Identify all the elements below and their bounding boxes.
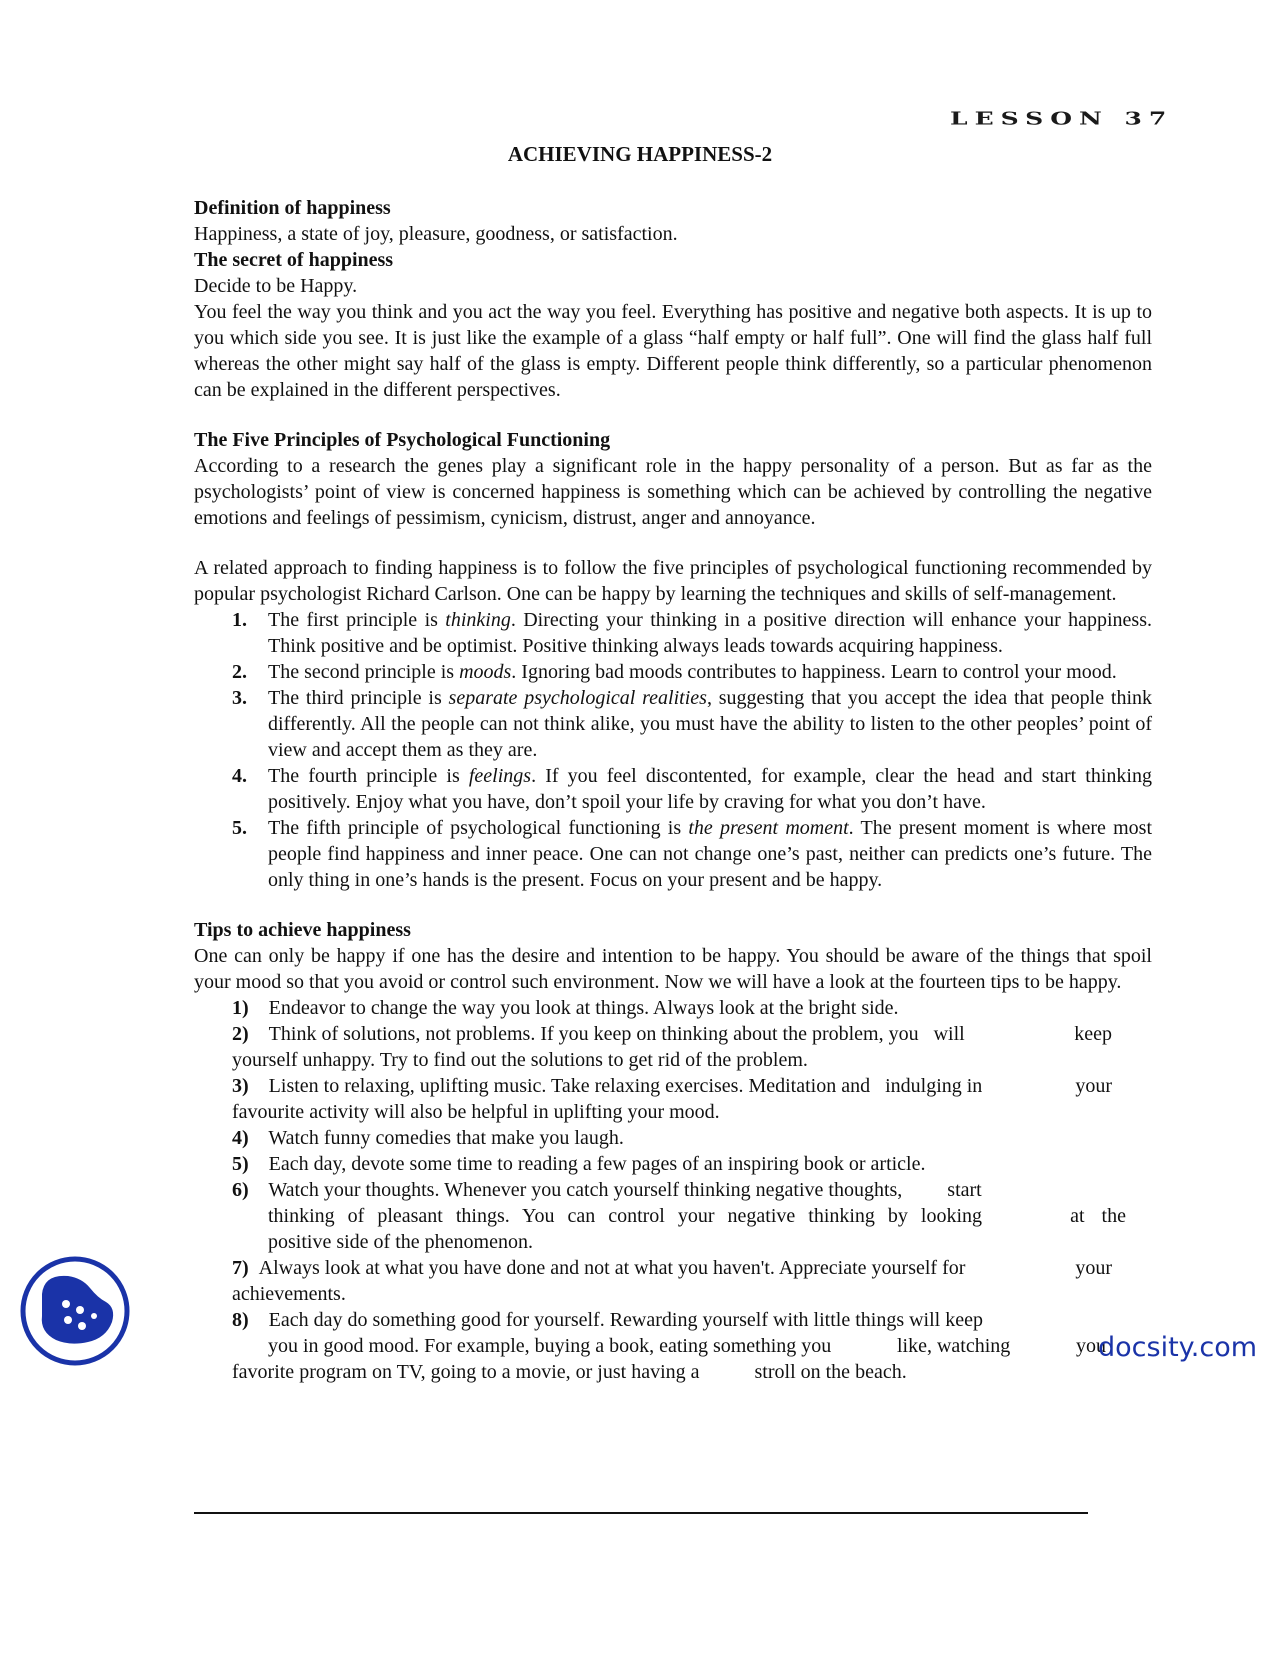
- principle-number: 1.: [232, 609, 247, 631]
- definition-text: Happiness, a state of joy, pleasure, goodness, or satisfaction.: [194, 223, 678, 245]
- tip-text: Listen to relaxing, uplifting music. Take relaxing exercises. Meditation and: [268, 1075, 871, 1097]
- tips-list: [194, 995, 1152, 1385]
- tips-intro: One can only be happy if one has the desire and intention to be happy. You should be aware of the things that spoil your mood so that you avoid or control such environment. Now we will have a look at the fourteen tips to be happy.: [194, 945, 1152, 993]
- spacer: [194, 531, 1152, 555]
- principle-text: , suggesting that you accept the idea that people think differently. All the people can not think alike, you must have the ability to listen to the other peoples’ point of view and accept them as they are.: [268, 687, 1153, 761]
- spacer: [194, 403, 1152, 427]
- definition-heading: Definition of happiness: [194, 197, 391, 219]
- tip-text: positive side of the phenomenon.: [268, 1231, 533, 1253]
- tip-text: Watch your thoughts. Whenever you catch yourself thinking negative thoughts,: [268, 1179, 903, 1201]
- principle-term: feelings: [468, 765, 532, 787]
- tip-text: Always look at what you have done and not at what you haven't. Appreciate yourself for: [258, 1257, 966, 1279]
- tip-number: 5): [232, 1153, 249, 1175]
- tip-text: yourself unhappy. Try to find out the solutions to get rid of the problem.: [232, 1049, 808, 1071]
- tip-number: 7): [232, 1257, 249, 1279]
- tip-text: your: [1075, 1075, 1112, 1097]
- principle-number: 2.: [232, 661, 247, 683]
- tip-line-justified: [268, 1333, 1106, 1359]
- principle-term: thinking: [445, 609, 511, 631]
- tip-text: keep: [1074, 1023, 1112, 1045]
- tip-text: Each day do something good for yourself. Rewarding yourself with little things will keep: [268, 1309, 983, 1331]
- tip-text: stroll on the beach.: [754, 1361, 907, 1383]
- principle-text: The fourth principle is: [268, 765, 469, 787]
- tip-text: at the: [1070, 1205, 1126, 1227]
- tip-text: Think of solutions, not problems. If you keep on thinking about the problem, you: [268, 1023, 919, 1045]
- tip-text: thinking of pleasant things. You can control your negative thinking by looking: [268, 1205, 983, 1227]
- principle-text: . If you feel discontented, for example, clear the head and start thinking positively. Enjoy what you have, don’t spoil your life by craving for what you don’t have.: [268, 765, 1152, 813]
- tip-text: indulging in: [885, 1075, 983, 1097]
- secret-heading: The secret of happiness: [194, 249, 394, 271]
- tip-text: favorite program on TV, going to a movie, or just having a: [232, 1361, 700, 1383]
- principle-term: moods: [459, 661, 512, 683]
- tip-text: Endeavor to change the way you look at things. Always look at the bright side.: [268, 997, 899, 1019]
- principle-text: The fifth principle of psychological functioning is: [268, 817, 689, 839]
- tip-item: [232, 1021, 1152, 1073]
- principle-item: [194, 763, 1152, 815]
- tip-number: 3): [232, 1075, 249, 1097]
- tip-item: [232, 1073, 1152, 1125]
- principle-item: [194, 659, 1152, 685]
- tip-item: [232, 995, 1152, 1021]
- principle-term: the present moment: [688, 817, 849, 839]
- principle-number: 3.: [232, 687, 247, 709]
- tip-text: Each day, devote some time to reading a few pages of an inspiring book or article.: [268, 1153, 926, 1175]
- tip-text: you: [1076, 1335, 1106, 1357]
- principle-item: [194, 607, 1152, 659]
- footer-rule: [194, 1512, 1088, 1514]
- principles-intro: According to a research the genes play a significant role in the happy personality of a person. But as far as the psychologists’ point of view is concerned happiness is something which can be achieved by controlling the negative emotions and feelings of pessimism, cynicism, distrust, anger and annoyance.: [194, 455, 1152, 529]
- principle-text: The first principle is: [268, 609, 446, 631]
- tip-text: your: [1075, 1257, 1112, 1279]
- principles-heading: The Five Principles of Psychological Functioning: [194, 429, 611, 451]
- docsity-logo-icon: [20, 1256, 130, 1366]
- tip-number: 2): [232, 1023, 249, 1045]
- page-title: ACHIEVING HAPPINESS-2: [507, 142, 773, 166]
- tip-number: 8): [232, 1309, 249, 1331]
- principle-item: [194, 815, 1152, 893]
- principle-text: . Ignoring bad moods contributes to happiness. Learn to control your mood.: [511, 661, 1117, 683]
- secret-line: Decide to be Happy.: [194, 275, 358, 297]
- tip-item: [232, 1177, 1152, 1255]
- tip-text: you in good mood. For example, buying a book, eating something you: [268, 1335, 832, 1357]
- principle-text: . The present moment is where most people find happiness and inner peace. One can not change one’s past, neither can predicts one’s future. The only thing in one’s hands is the present. Focus on your present and be happy.: [268, 817, 1153, 891]
- tip-line-justified: [232, 1073, 1112, 1099]
- tip-text: like, watching: [896, 1335, 1011, 1357]
- principle-text: . Directing your thinking in a positive direction will enhance your happiness. Think positive and be optimist. Positive thinking always leads towards acquiring happiness.: [268, 609, 1152, 657]
- principles-approach: A related approach to finding happiness is to follow the five principles of psychological functioning recommended by popular psychologist Richard Carlson. One can be happy by learning the techniques and skills of self-management.: [194, 557, 1152, 605]
- tip-line-justified: [232, 1021, 1112, 1047]
- principles-list: [194, 607, 1152, 893]
- tip-item: [232, 1151, 1152, 1177]
- principle-number: 4.: [232, 765, 247, 787]
- tip-item: [232, 1255, 1152, 1307]
- tips-heading: Tips to achieve happiness: [194, 919, 411, 941]
- tip-text: achievements.: [232, 1283, 346, 1305]
- spacer: [194, 893, 1152, 917]
- tip-item: [232, 1125, 1152, 1151]
- principle-number: 5.: [232, 817, 247, 839]
- lesson-label: LESSON 37: [950, 108, 1174, 129]
- docsity-brand-text[interactable]: docsity.com: [1098, 1332, 1258, 1363]
- secret-paragraph: You feel the way you think and you act the way you feel. Everything has positive and negative both aspects. It is up to you which side you see. It is just like the example of a glass “half empty or half full”. One will find the glass half full whereas the other might say half of the glass is empty. Different people think differently, so a particular phenomenon can be explained in the different perspectives.: [194, 301, 1152, 401]
- principle-text: The third principle is: [268, 687, 449, 709]
- tip-number: 1): [232, 997, 249, 1019]
- document-body: [194, 195, 1152, 1385]
- principle-text: The second principle is: [268, 661, 460, 683]
- tip-number: 6): [232, 1179, 249, 1201]
- tip-text: start: [947, 1179, 982, 1201]
- tip-line-justified: [232, 1255, 1112, 1281]
- tip-line-row: [232, 1177, 1052, 1203]
- tip-item: [232, 1307, 1152, 1385]
- tip-line-justified: [268, 1203, 1126, 1229]
- principle-item: [194, 685, 1152, 763]
- tip-text: favourite activity will also be helpful in uplifting your mood.: [232, 1101, 720, 1123]
- principle-term: separate psychological realities: [448, 687, 707, 709]
- tip-number: 4): [232, 1127, 249, 1149]
- tip-text: Watch funny comedies that make you laugh.: [268, 1127, 624, 1149]
- tip-text: will: [933, 1023, 965, 1045]
